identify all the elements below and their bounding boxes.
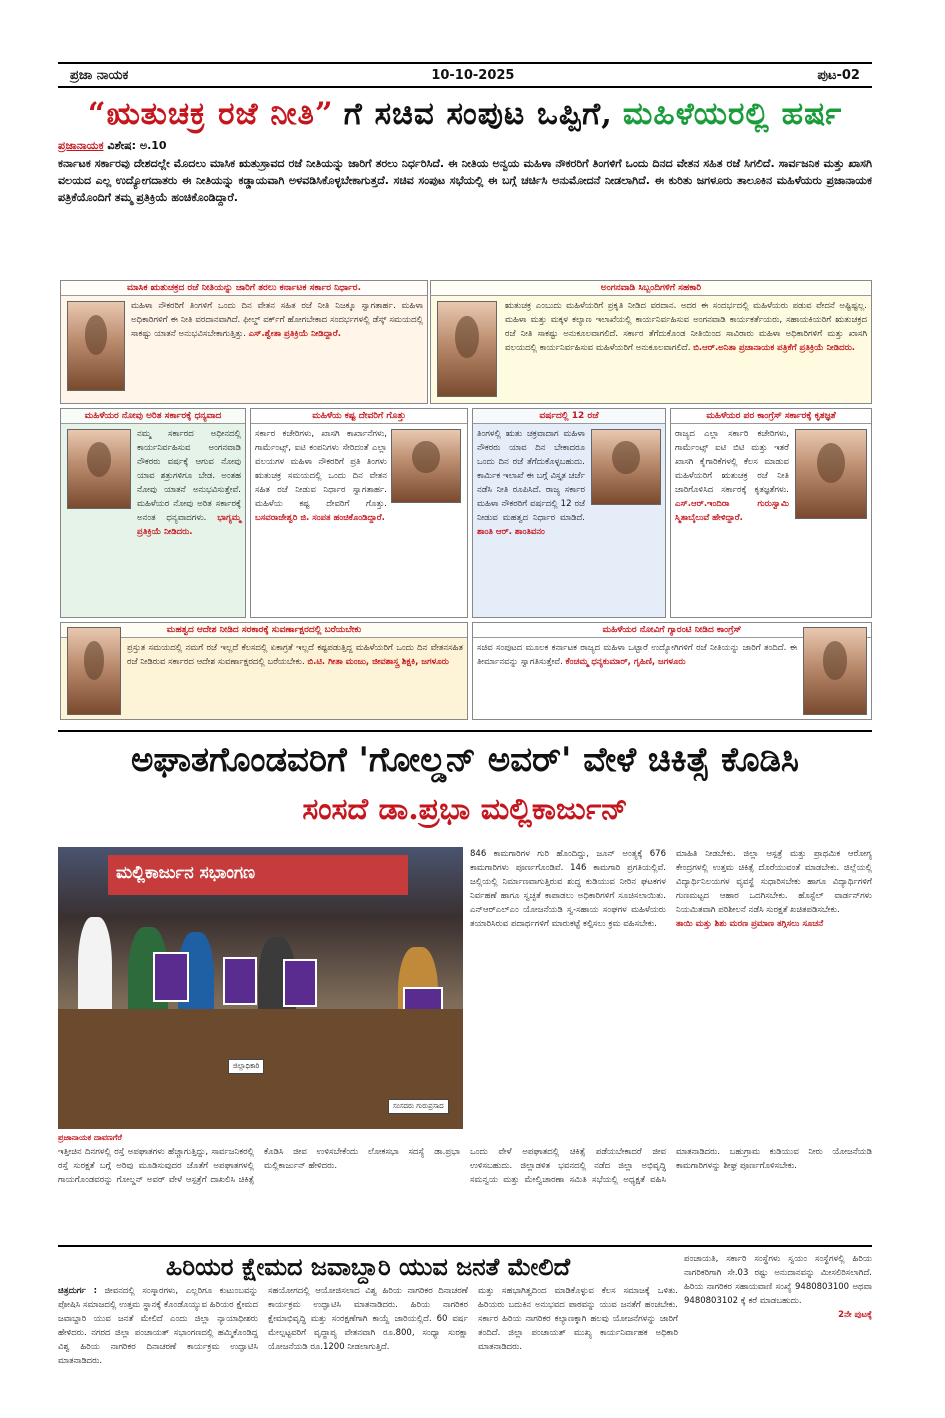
story3-body <box>58 1284 678 1370</box>
opinion-box-3-title: ಮಹಿಳೆಯರ ನೋವು ಅರಿತ ಸರ್ಕಾರಕ್ಕೆ ಧನ್ಯವಾದ <box>61 409 245 424</box>
opinion-box-5 <box>472 408 666 618</box>
portrait-photo <box>391 429 461 503</box>
story2-inline-head: ತಾಯಿ ಮತ್ತು ಶಿಶು ಮರಣ ಪ್ರಮಾಣ ತಗ್ಗಿಸಲು ಸೂಚನೆ <box>676 919 824 929</box>
portrait-photo <box>67 627 121 715</box>
portrait-photo <box>67 429 131 509</box>
opinion-box-6-text: ರಾಜ್ಯದ ಎಲ್ಲಾ ಸರ್ಕಾರಿ ಕಚೇರಿಗಳು, ಗಾರ್ಮೆಂಟ್ಸ್ ಐಟಿ ಬಿಟಿ ಮತ್ತು ಇತರೆ ಖಾಸಗಿ ಕೈಗಾರಿಕೆಗಳಲ್ಲಿ ಕೆಲಸ ಮಾಡುವ ಮಹಿಳೆಯರಿಗೆ ಋತುಚಕ್ರ ರಜೆ ನೀತಿ ಜಾರಿಗೊಳಿಸಿದ ಸರ್ಕಾರಕ್ಕೆ ಕೃತಜ್ಞತೆಗಳು. ಎಸ್.ಆರ್.ಇಂದಿರಾ ಗುರುಸ್ವಾಮಿ ಸ್ಮಿತಾಬೈಲುವೆ ಹೇಳಿದ್ದಾರೆ. <box>675 429 789 523</box>
opinion-box-3-text: ನಮ್ಮ ಸರ್ಕಾರದ ಅಧೀನದಲ್ಲಿ ಕಾರ್ಯನಿರ್ವಹಿಸುವ ಅಂಗನವಾಡಿ ನೌಕರರು ವರ್ಷಕ್ಕೆ ಆಗುವ ನೋವು ಯಾವ ಶತ್ರುಗಳಿಗೂ ಬೇಡ. ಅಂತಹ ನೋವು ಯಾತನೆ ಅನುಭವಿಸುತ್ತೇವೆ. ಮಹಿಳೆಯರ ನೋವು ಅರಿತ ಸರ್ಕಾರಕ್ಕೆ ಅನಂತ ಧನ್ಯವಾದಗಳು. ಭಾಗ್ಯಮ್ಮ ಪ್ರತಿಕ್ರಿಯೆ ನೀಡಿದರು. <box>137 429 242 537</box>
lead-byline <box>58 139 872 153</box>
section-divider <box>58 1245 872 1247</box>
story3-paragraph: ಚಿತ್ರದುರ್ಗ : ಜೀವನದಲ್ಲಿ ಸಂಸ್ಕಾರಗಳು, ಎಲ್ಲರಿಗೂ ಕುಟುಂಬವನ್ನು ಪೋಷಿಸಿ ಸಮಾಜದಲ್ಲಿ ಉತ್ತಮ ಸ್ಥಾನಕ್ಕೆ ಕೊಂಡೊಯ್ಯುವ ಹಿರಿಯರ ಕ್ಷೇಮದ ಜವಾಬ್ದಾರಿ ಯುವ ಜನತೆ ಮೇಲಿದೆ ಎಂದು ಜಿಲ್ಲಾ ನ್ಯಾಯಾಧೀಶರು ಹೇಳಿದರು. ನಗರದ ಜಿಲ್ಲಾ ಪಂಚಾಯತ್ ಸಭಾಂಗಣದಲ್ಲಿ ಹಮ್ಮಿಕೊಂಡಿದ್ದ ವಿಶ್ವ ಹಿರಿಯ ನಾಗರಿಕರ ದಿನಾಚರಣೆ ಕಾರ್ಯಕ್ರಮ ಉದ್ಘಾಟಿಸಿ ಮಾತನಾಡಿದರು. <box>58 1286 259 1366</box>
opinion-box-6 <box>670 408 872 618</box>
meeting-photo <box>58 847 463 1129</box>
headline-mid: ಗೆ ಸಚಿವ ಸಂಪುಟ ಒಪ್ಪಿಗೆ, <box>343 96 613 132</box>
headline-end: ಮಹಿಳೆಯರಲ್ಲಿ ಹರ್ಷ <box>622 96 843 132</box>
section-divider <box>58 730 872 732</box>
story2-paragraph: ಮಾಹಿತಿ ನೀಡಬೇಕು. ಜಿಲ್ಲಾ ಆಸ್ಪತ್ರೆ ಮತ್ತು ಪ್ರಾಥಮಿಕ ಆರೋಗ್ಯ ಕೇಂದ್ರಗಳಲ್ಲಿ ಉತ್ತಮ ಚಿಕಿತ್ಸೆ ದೊರೆಯುವಂತೆ ಮಾಡಬೇಕು. ಜಿಲ್ಲೆಯಲ್ಲಿ ವಿದ್ಯಾರ್ಥಿನಿಲಯಗಳ ವ್ಯವಸ್ಥೆ ಸುಧಾರಿಸಬೇಕು ಹಾಗೂ ವಿದ್ಯಾರ್ಥಿಗಳಿಗೆ ಗುಣಮಟ್ಟದ ಆಹಾರ ಒದಗಿಸಬೇಕು. ಹೊಸ್ಟೆಲ್ ವಾರ್ಡನ್‌ಗಳು ನಿಯಮಿತವಾಗಿ ಪರಿಶೀಲನೆ ನಡೆಸಿ ಸುರಕ್ಷತೆ ಖಚಿತಪಡಿಸಬೇಕು. <box>676 849 872 915</box>
opinion-box-6-title: ಮಹಿಳೆಯರ ಪರ ಕಾಂಗ್ರೆಸ್ ಸರ್ಕಾರಕ್ಕೆ ಕೃತಜ್ಞತೆ <box>671 409 871 424</box>
story2-paragraph: ಒಂದು ವೇಳೆ ಅಪಘಾತದಲ್ಲಿ ಚಿಕಿತ್ಸೆ ಪಡೆಯಬೇಕಾದರೆ ಜೀವ ಉಳಿಸಬಹುದು. ಜಿಲ್ಲಾಡಳಿತ ಭವನದಲ್ಲಿ ನಡೆದ ಜಿಲ್ಲಾ ಅಭಿವೃದ್ಧಿ ಸಮನ್ವಯ ಮತ್ತು ಮೇಲ್ವಿಚಾರಣಾ ಸಮಿತಿ ಸಭೆಯಲ್ಲಿ ಅಧ್ಯಕ್ಷತೆ ವಹಿಸಿ ಮಾತನಾಡಿದರು. ಬಹುಗ್ರಾಮ ಕುಡಿಯುವ ನೀರು ಯೋಜನೆಯಡಿ ಕಾಮಗಾರಿಗಳನ್ನು ಶೀಘ್ರ ಪೂರ್ಣಗೊಳಿಸಬೇಕು. <box>470 1147 872 1185</box>
headline-quote: “ಋತುಚಕ್ರ ರಜೆ ನೀತಿ” <box>87 96 334 132</box>
continued-label: 2ನೇ ಪುಟಕ್ಕೆ <box>838 1310 872 1320</box>
opinion-box-2-text: ಋತುಚಕ್ರ ಎಂಬುದು ಮಹಿಳೆಯರಿಗೆ ಪ್ರಕೃತಿ ನೀಡಿದ ವರದಾನ. ಅದರ ಈ ಸಂದರ್ಭದಲ್ಲಿ ಮಹಿಳೆಯರು ಪಡುವ ವೇದನೆ ಅಷ್ಟಿಷ್ಟಲ್ಲ. ಮಹಿಳಾ ಮತ್ತು ಮಕ್ಕಳ ಕಲ್ಯಾಣ ಇಲಾಖೆಯಲ್ಲಿ ಕಾರ್ಯನಿರ್ವಹಿಸುವ ಅಂಗನವಾಡಿ ಕಾರ್ಯಕರ್ತೆಯರು, ಸಹಾಯಕಿಯರಿಗೆ ಋತುಚಕ್ರದ ರಜೆ ನೀತಿ ಸಾಕಷ್ಟು ಅನುಕೂಲವಾಗಲಿದೆ. ಸರ್ಕಾರ ತೆಗೆದುಕೊಂಡ ನೀತಿಯಿಂದ ಸಾವಿರಾರು ಮಹಿಳಾ ಅಧಿಕಾರಿಗಳಿಗೆ ಮತ್ತು ಖಾಸಗಿ ವಲಯದಲ್ಲಿ ಕಾರ್ಯನಿರ್ವಹಿಸುವ ಮಹಿಳೆಯರಿಗೆ ಅನುಕೂಲವಾಗಲಿದೆ. ಬಿ.ಆರ್.ಅನಿತಾ ಪ್ರಜಾನಾಯಕ ಪತ್ರಿಕೆಗೆ ಪ್ರತಿಕ್ರಿಯೆ ನೀಡಿದರು. <box>505 301 867 353</box>
opinion-box-8-title: ಮಹಿಳೆಯರ ನೋವಿಗೆ ಗ್ಯಾರಂಟಿ ನೀಡಿದ ಕಾಂಗ್ರೆಸ್ <box>473 623 871 638</box>
opinion-box-5-title: ವರ್ಷದಲ್ಲಿ 12 ರಜೆ <box>473 409 665 424</box>
portrait-photo <box>803 627 867 715</box>
poster-board <box>153 952 189 1002</box>
opinion-box-4 <box>250 408 468 618</box>
portrait-photo <box>67 301 125 391</box>
opinion-box-1-title: ಮಾಸಿಕ ಋತುಚಕ್ರದ ರಜೆ ನೀತಿಯನ್ನು ಜಾರಿಗೆ ತರಲು ಕರ್ನಾಟಕ ಸರ್ಕಾರ ನಿರ್ಧಾರ. <box>61 281 427 296</box>
story3-paragraph: ಪಂಚಾಯತಿ, ಸರ್ಕಾರಿ ಸಂಸ್ಥೆಗಳು ಸ್ವಯಂ ಸಂಸ್ಥೆಗಳಲ್ಲಿ ಹಿರಿಯ ನಾಗರಿಕರಿಗಾಗಿ ಸೇ.03 ರಷ್ಟು ಅನುದಾನವನ್ನು ಮೀಸಲಿರಿಸಲಾಗಿದೆ. ಹಿರಿಯ ನಾಗರಿಕರ ಸಹಾಯವಾಣಿ ಸಂಖ್ಯೆ 9480803100 ಅಥವಾ 9480803102 ಕ್ಕೆ ಕರೆ ಮಾಡಬಹುದು. <box>684 1254 872 1306</box>
story2-paragraph: ಇತ್ತೀಚಿನ ದಿನಗಳಲ್ಲಿ ರಸ್ತೆ ಅಪಘಾತಗಳು ಹೆಚ್ಚಾಗುತ್ತಿದ್ದು, ಸಾರ್ವಜನಿಕರಲ್ಲಿ ರಸ್ತೆ ಸುರಕ್ಷತೆ ಬಗ್ಗೆ ಅರಿವು ಮೂಡಿಸುವುದರ ಜೊತೆಗೆ ಅಪಘಾತಗಳಲ್ಲಿ ಗಾಯಗೊಂಡವರನ್ನು ಗೋಲ್ಡನ್ ಅವರ್ ವೇಳೆ ಆಸ್ಪತ್ರೆಗೆ ದಾಖಲಿಸಿ ಚಿಕಿತ್ಸೆ ಕೊಡಿಸಿ ಜೀವ ಉಳಿಸಬೇಕೆಂದು ಲೋಕಸಭಾ ಸದಸ್ಯೆ ಡಾ.ಪ್ರಭಾ ಮಲ್ಲಿಕಾರ್ಜುನ್ ಹೇಳಿದರು. <box>58 1147 460 1185</box>
story3-paragraph: ಮತ್ತು ಸಹಭಾಗಿತ್ವದಿಂದ ಮಾಡಿಕೊಳ್ಳುವ ಕೆಲಸ ಸಮಾಜಕ್ಕೆ ಒಳಿತು. ಹಿರಿಯರು ಬದುಕಿನ ಅನುಭವದ ಪಾಠವನ್ನು ಯುವ ಜನತೆಗೆ ಹಂಚಬೇಕು. ಸರ್ಕಾರ ಹಿರಿಯ ನಾಗರಿಕರ ಕಲ್ಯಾಣಕ್ಕಾಗಿ ಹಲವು ಯೋಜನೆಗಳನ್ನು ಜಾರಿಗೆ ತಂದಿದೆ. ಜಿಲ್ಲಾ ಪಂಚಾಯತ್ ಮುಖ್ಯ ಕಾರ್ಯನಿರ್ವಾಹಕ ಅಧಿಕಾರಿ ಮಾತನಾಡಿದರು. <box>478 1286 678 1352</box>
story2-paragraph: 846 ಕಾಮಗಾರಿಗಳ ಗುರಿ ಹೊಂದಿದ್ದು, ಜೂನ್ ಅಂತ್ಯಕ್ಕೆ 676 ಕಾಮಗಾರಿಗಳು ಪೂರ್ಣಗೊಂಡಿವೆ. 146 ಕಾಮಗಾರಿ ಪ್ರಗತಿಯಲ್ಲಿವೆ. ಜಲ್ಲಿಯಲ್ಲಿ ನಿರ್ಮಾಣವಾಗುತ್ತಿರುವ ಶುದ್ಧ ಕುಡಿಯುವ ನೀರಿನ ಘಟಕಗಳ ನಿರ್ವಹಣೆ ಹಾಗೂ ಸ್ವಚ್ಛತೆ ಕಾಪಾಡಲು ಅಧಿಕಾರಿಗಳಿಗೆ ಸೂಚಿಸಲಾಯಿತು. ಎನ್‌ಆರ್‌ಎಲ್‌ಎಂ ಯೋಜನೆಯಡಿ ಸ್ವ-ಸಹಾಯ ಸಂಘಗಳ ಮಹಿಳೆಯರು ತಯಾರಿಸಿರುವ ಪದಾರ್ಥಗಳಿಗೆ ಮಾರುಕಟ್ಟೆ ಕಲ್ಪಿಸಲು ಕ್ರಮ ವಹಿಸಬೇಕು. <box>470 849 666 929</box>
lead-headline <box>58 96 872 133</box>
portrait-photo <box>437 301 497 397</box>
issue-date: 10-10-2025 <box>431 67 515 83</box>
poster-board <box>283 959 317 1007</box>
opinion-box-7-title: ಮಹತ್ವದ ಆದೇಶ ನೀಡಿದ ಸರಕಾರಕ್ಕೆ ಸುವರ್ಣಾಕ್ಷರದಲ್ಲಿ ಬರೆಯಬೇಕು <box>61 623 467 638</box>
opinion-box-2 <box>430 280 872 404</box>
opinion-box-7 <box>60 622 468 720</box>
story2-subhead: ಸಂಸದೆ ಡಾ.ಪ್ರಭಾ ಮಲ್ಲಿಕಾರ್ಜುನ್ <box>302 792 628 827</box>
opinion-box-5-text: ತಿಂಗಳಲ್ಲಿ ಋತು ಚಕ್ರವಾದಾಗ ಮಹಿಳಾ ನೌಕರರು ಯಾವ ದಿನ ಬೇಕಾದರೂ ಒಂದು ದಿನ ರಜೆ ತೆಗೆದುಕೊಳ್ಳಬಹುದು. ಕಾರ್ಮಿಕ ಇಲಾಖೆ ಈ ಬಗ್ಗೆ ವಿಸ್ತೃತ ಚರ್ಚೆ ನಡೆಸಿ ನೀತಿ ರೂಪಿಸಿದೆ. ರಾಜ್ಯ ಸರ್ಕಾರ ಮಹಿಳಾ ನೌಕರರಿಗೆ ವರ್ಷದಲ್ಲಿ 12 ರಜೆ ನೀಡುವ ಮಹತ್ವದ ನಿರ್ಧಾರ ಮಾಡಿದೆ. ಶಾಂತಿ ಆರ್. ಶಾಂತಿವನಂ <box>477 429 585 537</box>
opinion-box-8 <box>472 622 872 720</box>
page-header <box>58 62 872 88</box>
opinion-box-2-title: ಅಂಗನವಾಡಿ ಸಿಬ್ಬಂದಿಗಳಿಗೆ ಸಹಕಾರಿ <box>431 281 871 296</box>
opinion-box-7-text: ಪ್ರಸ್ತುತ ಸಮಯದಲ್ಲಿ ನಮಗೆ ರಜೆ ಇಲ್ಲದೆ ಕೆಲಸದಲ್ಲಿ ಏಕಾಗ್ರತೆ ಇಲ್ಲದೆ ಕಷ್ಟಪಡುತ್ತಿದ್ದ ಮಹಿಳೆಯರಿಗೆ ಒಂದು ದಿನ ವೇತನಸಹಿತ ರಜೆ ನೀಡಿರುವ ಸರ್ಕಾರದ ಆದೇಶ ಸುವರ್ಣಾಕ್ಷರದಲ್ಲಿ ಬರೆಯಬೇಕು. ಬಿ.ಟಿ. ಗೀತಾ ಮಂಜು, ಜೀವಶಾಸ್ತ್ರ ಶಿಕ್ಷಕಿ, ಜಗಳೂರು <box>127 643 463 667</box>
byline-rest: ವಿಶೇಷ: ಅ.10 <box>107 139 167 152</box>
photo-caption: ಪ್ರಜಾನಾಯಕ ದಾವಣಗೆರೆ <box>58 1133 122 1142</box>
opinion-box-1 <box>60 280 428 404</box>
story3-dateline: ಚಿತ್ರದುರ್ಗ : <box>58 1286 97 1296</box>
newspaper-page <box>58 62 872 1372</box>
portrait-photo <box>795 429 867 519</box>
opinion-box-4-title: ಮಹಿಳೆಯ ಕಷ್ಟ ದೇವರಿಗೆ ಗೊತ್ತು <box>251 409 467 424</box>
story2-body-bottom <box>58 1145 872 1241</box>
byline-label: ಪ್ರಜಾನಾಯಕ <box>58 139 104 152</box>
name-plate: ಸಂಸದರು ಗುರುಪ್ರಸಾದ <box>388 1099 449 1114</box>
paper-name: ಪ್ರಜಾ ನಾಯಕ <box>70 67 129 83</box>
portrait-photo <box>591 429 661 505</box>
story3-side-column <box>684 1252 872 1370</box>
opinion-box-8-text: ಸಚಿವ ಸಂಪುಟದ ಮೂಲಕ ಕರ್ನಾಟಕ ರಾಜ್ಯದ ಮಹಿಳಾ ಒಟ್ಟಾರೆ ಉದ್ಯೋಗಿಗಳಿಗೆ ರಜೆ ನೀತಿಯನ್ನು ಜಾರಿಗೆ ತಂದಿದೆ. ಈ ತೀರ್ಮಾನವನ್ನು ಸ್ವಾಗತಿಸುತ್ತೇವೆ. ಕೆಂಚಮ್ಮ ಧನ್ಯಕುಮಾರ್, ಗೃಹಿಣಿ, ಜಗಳೂರು <box>477 643 797 667</box>
story2-body-right <box>470 847 872 1127</box>
lead-paragraph: ಕರ್ನಾಟಕ ಸರ್ಕಾರವು ದೇಶದಲ್ಲೇ ಮೊದಲು ಮಾಸಿಕ ಋತುಸ್ರಾವದ ರಜೆ ನೀತಿಯನ್ನು ಜಾರಿಗೆ ತರಲು ನಿರ್ಧರಿಸಿದೆ. ಈ ನೀತಿಯ ಅನ್ವಯ ಮಹಿಳಾ ನೌಕರರಿಗೆ ತಿಂಗಳಿಗೆ ಒಂದು ದಿನದ ವೇತನ ಸಹಿತ ರಜೆ ಸಿಗಲಿದೆ. ಸಾರ್ವಜನಿಕ ಮತ್ತು ಖಾಸಗಿ ವಲಯದ ಎಲ್ಲ ಉದ್ಯೋಗದಾತರು ಈ ನೀತಿಯನ್ನು ಕಡ್ಡಾಯವಾಗಿ ಅಳವಡಿಸಿಕೊಳ್ಳಬೇಕಾಗುತ್ತದೆ. ಸಚಿವ ಸಂಪುಟ ಸಭೆಯಲ್ಲಿ ಈ ಬಗ್ಗೆ ಚರ್ಚಿಸಿ ಅನುಮೋದನೆ ನೀಡಲಾಗಿದೆ. ಈ ಕುರಿತು ಜಗಳೂರು ತಾಲೂಕಿನ ಮಹಿಳೆಯರು ಪ್ರಜಾನಾಯಕ ಪತ್ರಿಕೆಯೊಂದಿಗೆ ತಮ್ಮ ಪ್ರತಿಕ್ರಿಯೆ ಹಂಚಿಕೊಂಡಿದ್ದಾರೆ. <box>58 157 872 204</box>
name-plate: ಜಿಲ್ಲಾಧಿಕಾರಿ <box>228 1059 264 1074</box>
story2-headline: ಅಘಾತಗೊಂಡವರಿಗೆ 'ಗೋಲ್ಡನ್ ಅವರ್' ವೇಳೆ ಚಿಕಿತ್ಸೆ ಕೊಡಿಸಿ <box>131 740 799 780</box>
poster-board <box>223 957 257 1005</box>
page-number: ಪುಟ-02 <box>817 67 860 83</box>
opinion-box-4-text: ಸರ್ಕಾರ ಕಚೇರಿಗಳು, ಖಾಸಗಿ ಕಾರ್ಖಾನೆಗಳು, ಗಾರ್ಮೆಂಟ್ಸ್, ಐಟಿ ಕಂಪನಿಗಳು ಸೇರಿದಂತೆ ಎಲ್ಲಾ ವಲಯಗಳ ಮಹಿಳಾ ನೌಕರರಿಗೆ ಪ್ರತಿ ತಿಂಗಳು ಋತುಚಕ್ರ ಸಮಯದಲ್ಲಿ ಒಂದು ದಿನ ವೇತನ ಸಹಿತ ರಜೆ ನೀಡುವ ನಿರ್ಧಾರ ಸ್ವಾಗತಾರ್ಹ. ಮಹಿಳೆಯ ಕಷ್ಟ ದೇವರಿಗೆ ಗೊತ್ತು. ಬಸವರಾಜೇಶ್ವರಿ ಜಿ. ಸಂಪತ ಹಂಚಿಕೊಂಡಿದ್ದಾರೆ. <box>255 429 387 523</box>
opinion-box-1-text: ಮಹಿಳಾ ನೌಕರರಿಗೆ ತಿಂಗಳಿಗೆ ಒಂದು ದಿನ ವೇತನ ಸಹಿತ ರಜೆ ನೀತಿ ನಿಜಕ್ಕೂ ಸ್ವಾಗತಾರ್ಹ. ಮಹಿಳಾ ಅಧಿಕಾರಿಗಳಿಗೆ ಈ ನೀತಿ ವರದಾನವಾಗಿದೆ. ಫೀಲ್ಡ್ ವರ್ಕ್‌ಗೆ ಹೋಗಬೇಕಾದ ಸಂದರ್ಭಗಳಲ್ಲಿ ಡೆಸ್ಕ್ ಸಮಯದಲ್ಲಿ ಸಾಕಷ್ಟು ಯಾತನೆ ಅನುಭವಿಸಬೇಕಾಗುತ್ತಿತ್ತು. ಎಸ್.ಶ್ವೇತಾ ಪ್ರತಿಕ್ರಿಯೆ ನೀಡಿದ್ದಾರೆ. <box>131 301 423 339</box>
story3-headline: ಹಿರಿಯರ ಕ್ಷೇಮದ ಜವಾಬ್ದಾರಿ ಯುವ ಜನತೆ ಮೇಲಿದೆ <box>165 1252 571 1281</box>
opinion-box-3 <box>60 408 246 618</box>
story3-paragraph: ಸಹಯೋಗದಲ್ಲಿ ಆಯೋಜಿಸಲಾದ ವಿಶ್ವ ಹಿರಿಯ ನಾಗರಿಕರ ದಿನಾಚರಣೆ ಕಾರ್ಯಕ್ರಮ ಉದ್ಘಾಟಿಸಿ ಮಾತನಾಡಿದರು. ಹಿರಿಯ ನಾಗರಿಕರ ಕ್ಷೇಮಾಭಿವೃದ್ಧಿ ಮತ್ತು ಸಂರಕ್ಷಣೆಗಾಗಿ ಕಾಯ್ದೆ ಜಾರಿಯಲ್ಲಿದೆ. 60 ವರ್ಷ ಮೇಲ್ಪಟ್ಟವರಿಗೆ ವೃದ್ಧಾಪ್ಯ ವೇತನವಾಗಿ ರೂ.800, ಸಂಧ್ಯಾ ಸುರಕ್ಷಾ ಯೋಜನೆಯಡಿ ರೂ.1200 ನೀಡಲಾಗುತ್ತಿದೆ. <box>268 1286 468 1352</box>
hall-banner: ಮಲ್ಲಿಕಾರ್ಜುನ ಸಭಾಂಗಣ <box>108 855 408 895</box>
